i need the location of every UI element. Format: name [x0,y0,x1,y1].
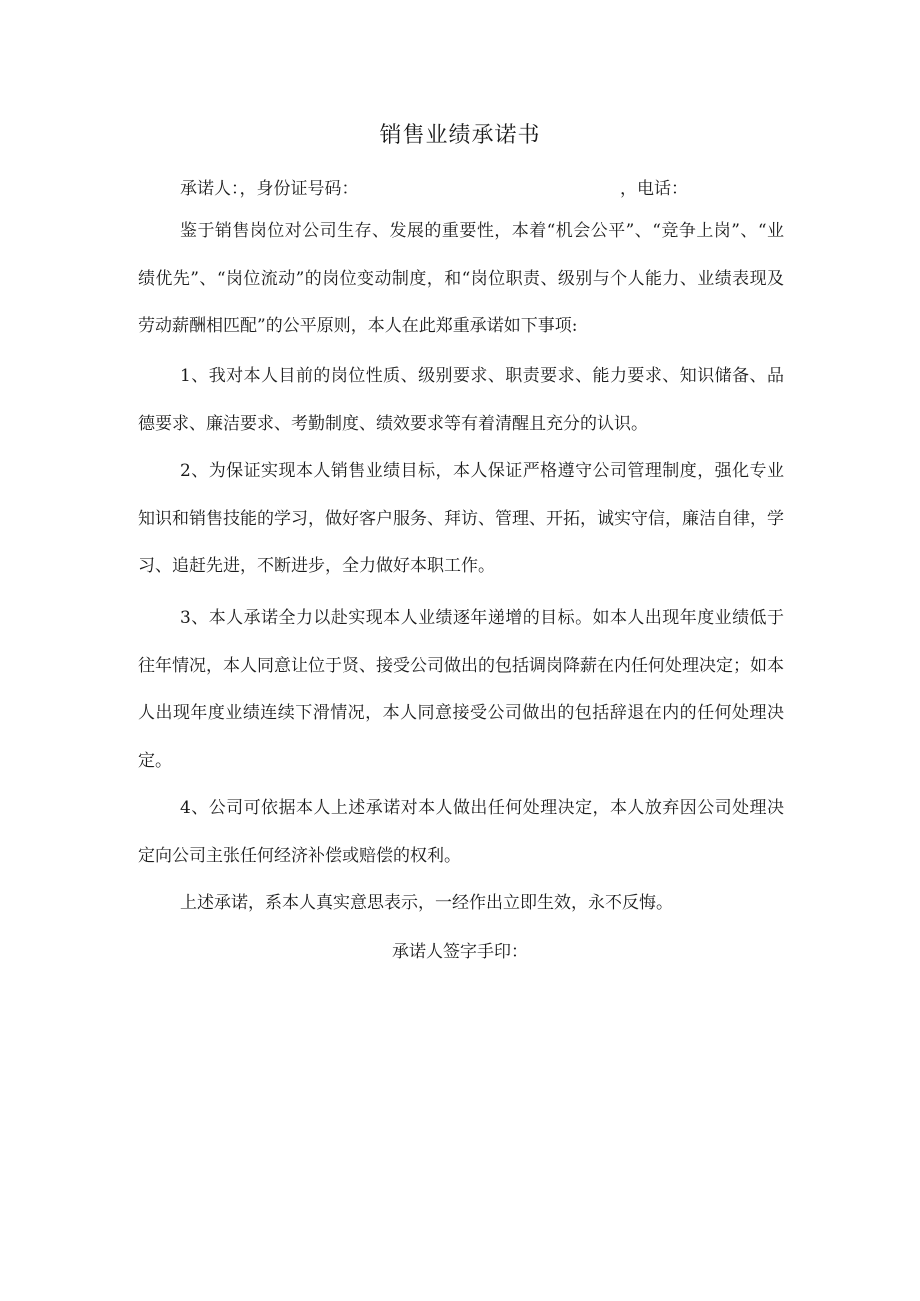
phone-label: ，电话： [620,179,688,199]
commitment-item-3: 3、本人承诺全力以赴实现本人业绩逐年递增的目标。如本人出现年度业绩低于往年情况，本人同意让位于贤、接受公司做出的包括调岗降薪在内任何处理决定；如本人出现年度业绩连续下滑情况，本人同意接受公司做出的包括辞退在内的任何处理决定。 [138,608,784,771]
promisor-info-line [180,174,688,199]
commitment-item-1: 1、我对本人目前的岗位性质、级别要求、职责要求、能力要求、知识储备、品德要求、廉洁要求、考勤制度、绩效要求等有着清醒且充分的认识。 [138,366,784,434]
intro-paragraph: 鉴于销售岗位对公司生存、发展的重要性，本着“机会公平”、“竞争上岗”、“业绩优先”、“岗位流动”的岗位变动制度，和“岗位职责、级别与个人能力、业绩表现及劳动薪酬相匹配”的公平原则，本人在此郑重承诺如下事项: [138,221,784,336]
commitment-item-2: 2、为保证实现本人销售业绩目标，本人保证严格遵守公司管理制度，强化专业知识和销售技能的学习，做好客户服务、拜访、管理、开拓，诚实守信，廉洁自律，学习、追赶先进，不断进步，全力做好本职工作。 [138,461,784,576]
document-title: 销售业绩承诺书 [379,123,541,148]
promisor-id-label: 承诺人：，身份证号码： [180,179,359,199]
signature-label: 承诺人签字手印： [392,942,528,962]
closing-statement: 上述承诺，系本人真实意思表示，一经作出立即生效，永不反悔。 [180,893,673,913]
commitment-item-4: 4、公司可依据本人上述承诺对本人做出任何处理决定，本人放弃因公司处理决定向公司主张任何经济补偿或赔偿的权利。 [138,798,784,866]
